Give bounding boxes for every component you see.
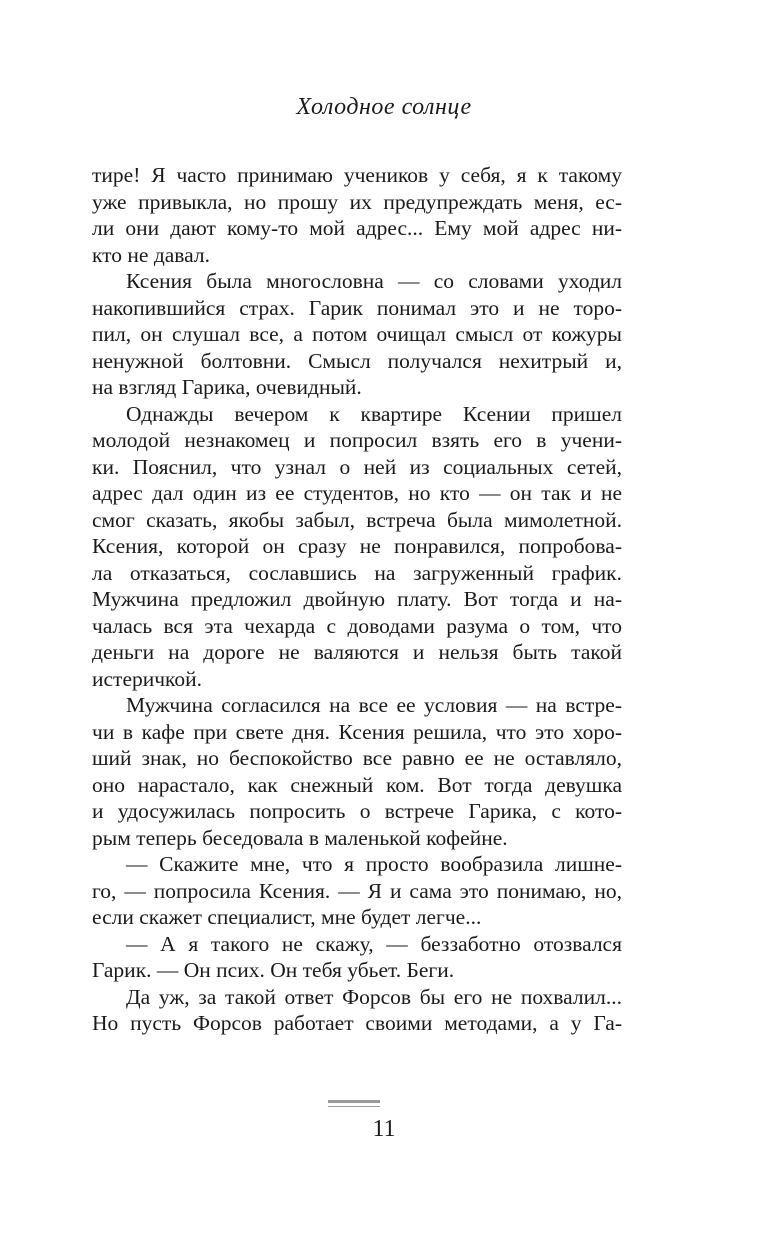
text-line: Но пусть Форсов работает своими методами, а у Га- xyxy=(92,1011,622,1035)
text-line: Мужчина предложил двойную плату. Вот тогда и на- xyxy=(92,587,622,611)
text-line: деньги на дороге не валяются и нельзя быть такой xyxy=(92,640,622,664)
text-line: и удосужилась попросить о встрече Гарика, с кото- xyxy=(92,799,622,823)
text-line: чалась вся эта чехарда с доводами разума о том, что xyxy=(92,613,622,638)
text-line: чи в кафе при свете дня. Ксения решила, что это хоро- xyxy=(92,719,622,744)
text-line: — А я такого не скажу, — беззаботно отозвался xyxy=(126,931,622,956)
text-line: рым теперь беседовала в маленькой кофейне. xyxy=(92,825,508,850)
text-line: ли они дают кому-то мой адрес... Ему мой адрес ни- xyxy=(92,216,622,240)
page-number: 11 xyxy=(372,1116,396,1142)
text-line: ла отказаться, сославшись на загруженный график. xyxy=(92,560,622,585)
text-line: оно нарастало, как снежный ком. Вот тогда девушка xyxy=(92,772,622,797)
text-line: Однажды вечером к квартире Ксении пришел xyxy=(126,401,622,426)
text-line: молодой незнакомец и попросил взять его в учени- xyxy=(92,428,622,452)
text-line: тире! Я часто принимаю учеников у себя, я к такому xyxy=(92,163,622,187)
text-line: накопившийся страх. Гарик понимал это и не торо- xyxy=(92,295,622,320)
text-line: адрес дал один из ее студентов, но кто — он так и не xyxy=(92,481,622,505)
text-line: го, — попросила Ксения. — Я и сама это понимаю, но, xyxy=(92,878,622,903)
text-line: ший знак, но беспокойство все равно ее не оставляло, xyxy=(92,746,622,770)
footer-rule-thin xyxy=(328,1106,380,1107)
text-line: Гарик. — Он псих. Он тебя убьет. Беги. xyxy=(92,958,455,982)
text-line: Ксения была многословна — со словами уходил xyxy=(126,269,622,293)
text-line: на взгляд Гарика, очевидный. xyxy=(92,375,362,399)
body-text xyxy=(92,162,622,1037)
text-line: кто не давал. xyxy=(92,242,211,267)
text-line: уже привыкла, но прошу их предупреждать меня, ес- xyxy=(92,189,622,214)
text-line: — Скажите мне, что я просто вообразила лишне- xyxy=(126,852,622,876)
text-line: Да уж, за такой ответ Форсов бы его не похвалил... xyxy=(126,984,622,1009)
text-line: ненужной болтовни. Смысл получался нехитрый и, xyxy=(92,348,622,373)
text-line: смог сказать, якобы забыл, встреча была мимолетной. xyxy=(92,507,622,532)
text-line: ки. Пояснил, что узнал о ней из социальных сетей, xyxy=(92,454,622,479)
text-line: Мужчина согласился на все ее условия — на встре- xyxy=(126,693,622,717)
text-line: Ксения, которой он сразу не понравился, попробова- xyxy=(92,534,622,558)
text-line: истеричкой. xyxy=(92,666,203,691)
text-line: если скажет специалист, мне будет легче... xyxy=(92,905,482,929)
footer-rule xyxy=(328,1100,380,1103)
text-line: пил, он слушал все, а потом очищал смысл от кожуры xyxy=(92,322,622,346)
running-head: Холодное солнце xyxy=(296,94,472,120)
